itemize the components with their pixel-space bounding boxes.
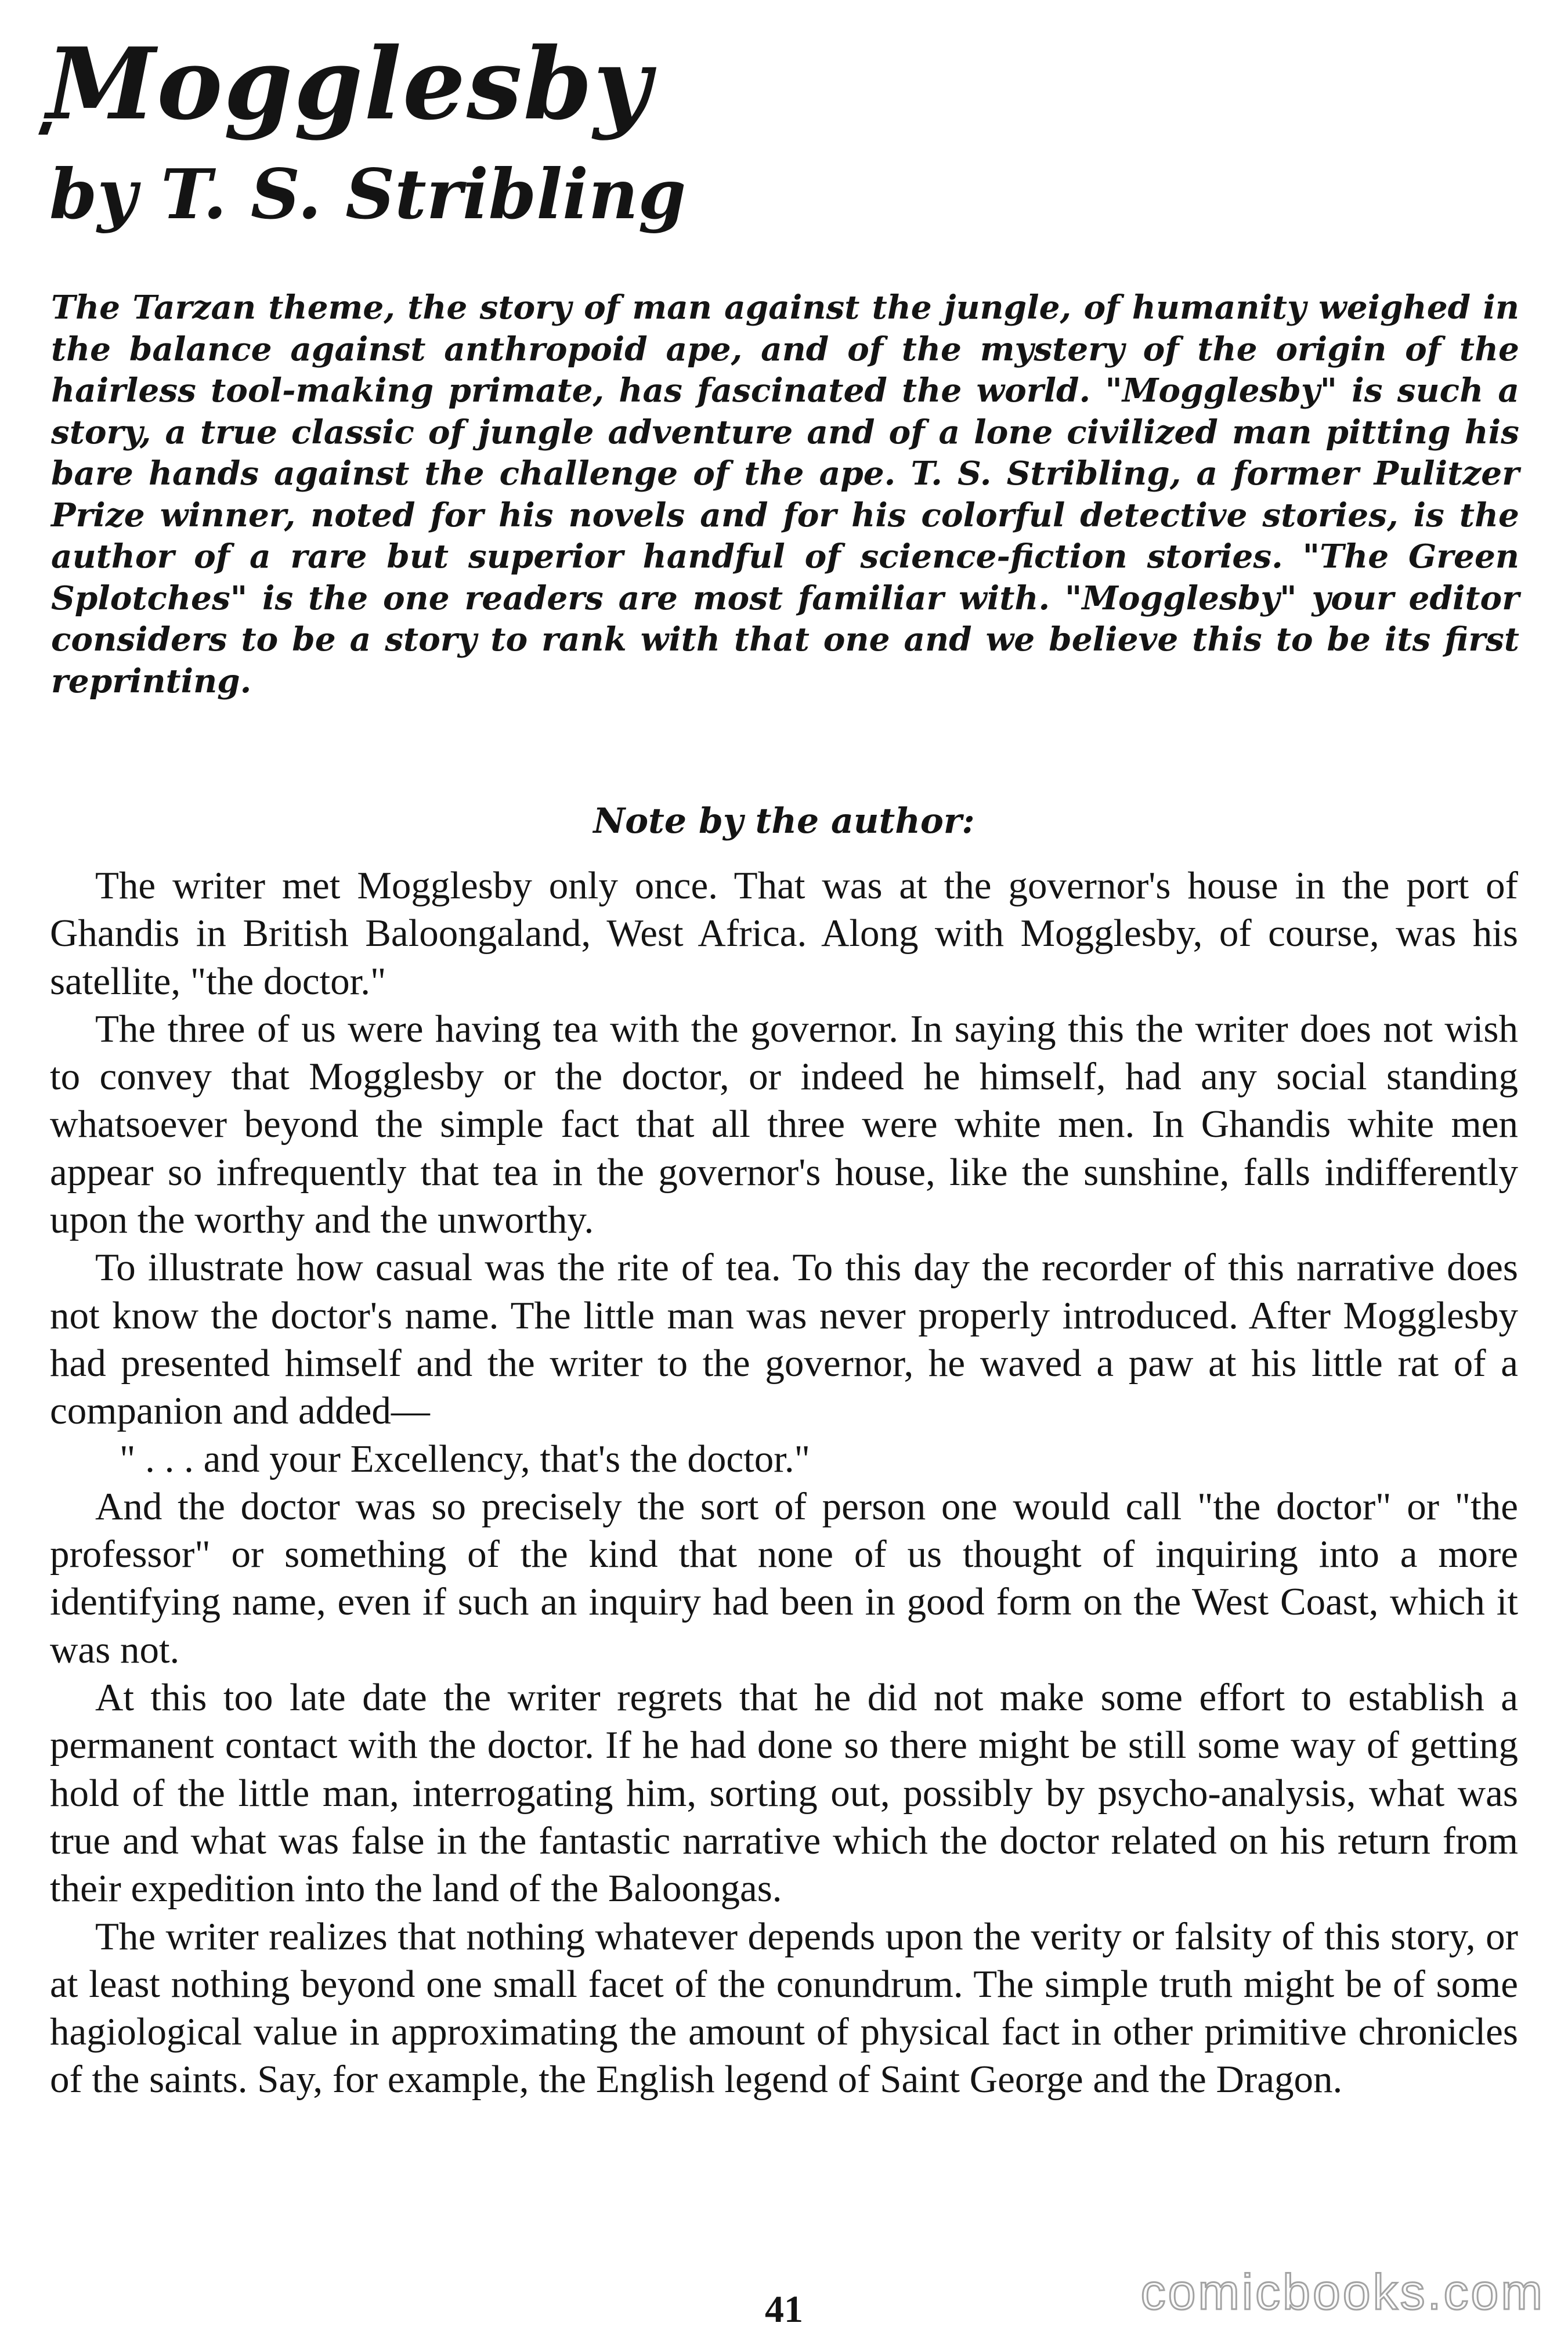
body-paragraph: " . . . and your Excellency, that's the doctor." (120, 1437, 810, 1480)
editor-introduction: The Tarzan theme, the story of man against the jungle, of humanity weighed in the balance against anthropoid ape, and of the mystery of the origin of the hairless tool-making primate, has fascinated the world. "Mogglesby" is such a story, a true classic of jungle adventure and of a lone civilized man pitting his bare hands against the challenge of the ape. T. S. Stribling, a former Pulitzer Prize winner, noted for his novels and for his colorful detective stories, is the author of a rare but superior handful of science-fiction stories. "The Green Splotches" is the one readers are most familiar with. "Mogglesby" your editor considers to be a story to rank with that one and we believe this to be its first reprinting. (51, 288, 1519, 700)
page-number: 41 (765, 2288, 803, 2331)
body-paragraph: The writer met Mogglesby only once. That was at the governor's house in the port of Ghandis in British Baloongaland, West Africa. Along with Mogglesby, of course, was his satellite, "the doctor." (50, 864, 1518, 1003)
author-byline: by T. S. Stribling (49, 154, 687, 234)
body-paragraph: The three of us were having tea with the governor. In saying this the writer does not wish to convey that Mogglesby or the doctor, or indeed he himself, had any social standing whatsoever beyond the simple fact that all three were white men. In Ghandis white men appear so infrequently that tea in the governor's house, like the sunshine, falls indifferently upon the worthy and the unworthy. (50, 1007, 1518, 1242)
note-heading: Note by the author: (593, 801, 975, 841)
body-paragraph: At this too late date the writer regrets that he did not make some effort to establish a permanent contact with the doctor. If he had done so there might be still some way of getting hold of the little man, interrogating him, sorting out, possibly by psycho-analysis, what was true and what was false in the fantastic narrative which the doctor related on his return from their expedition into the land of the Baloongas. (50, 1676, 1518, 1910)
body-paragraph: The writer realizes that nothing whatever depends upon the verity or falsity of this story, or at least nothing beyond one small facet of the conundrum. The simple truth might be of some hagiological value in approximating the amount of physical fact in other primitive chronicles of the saints. Say, for example, the English legend of Saint George and the Dragon. (50, 1914, 1518, 2101)
story-title: Mogglesby (46, 26, 652, 142)
body-paragraph: To illustrate how casual was the rite of tea. To this day the recorder of this narrative does not know the doctor's name. The little man was never properly introduced. After Mogglesby had presented himself and the writer to the governor, he waved a paw at his little rat of a companion and added— (50, 1246, 1518, 1433)
story-body (50, 862, 1518, 2104)
site-watermark: comicbooks.com (1140, 2264, 1545, 2320)
body-paragraph: And the doctor was so precisely the sort of person one would call "the doctor" or "the professor" or something of the kind that none of us thought of inquiring into a more identifying name, even if such an inquiry had been in good form on the West Coast, which it was not. (50, 1484, 1518, 1671)
